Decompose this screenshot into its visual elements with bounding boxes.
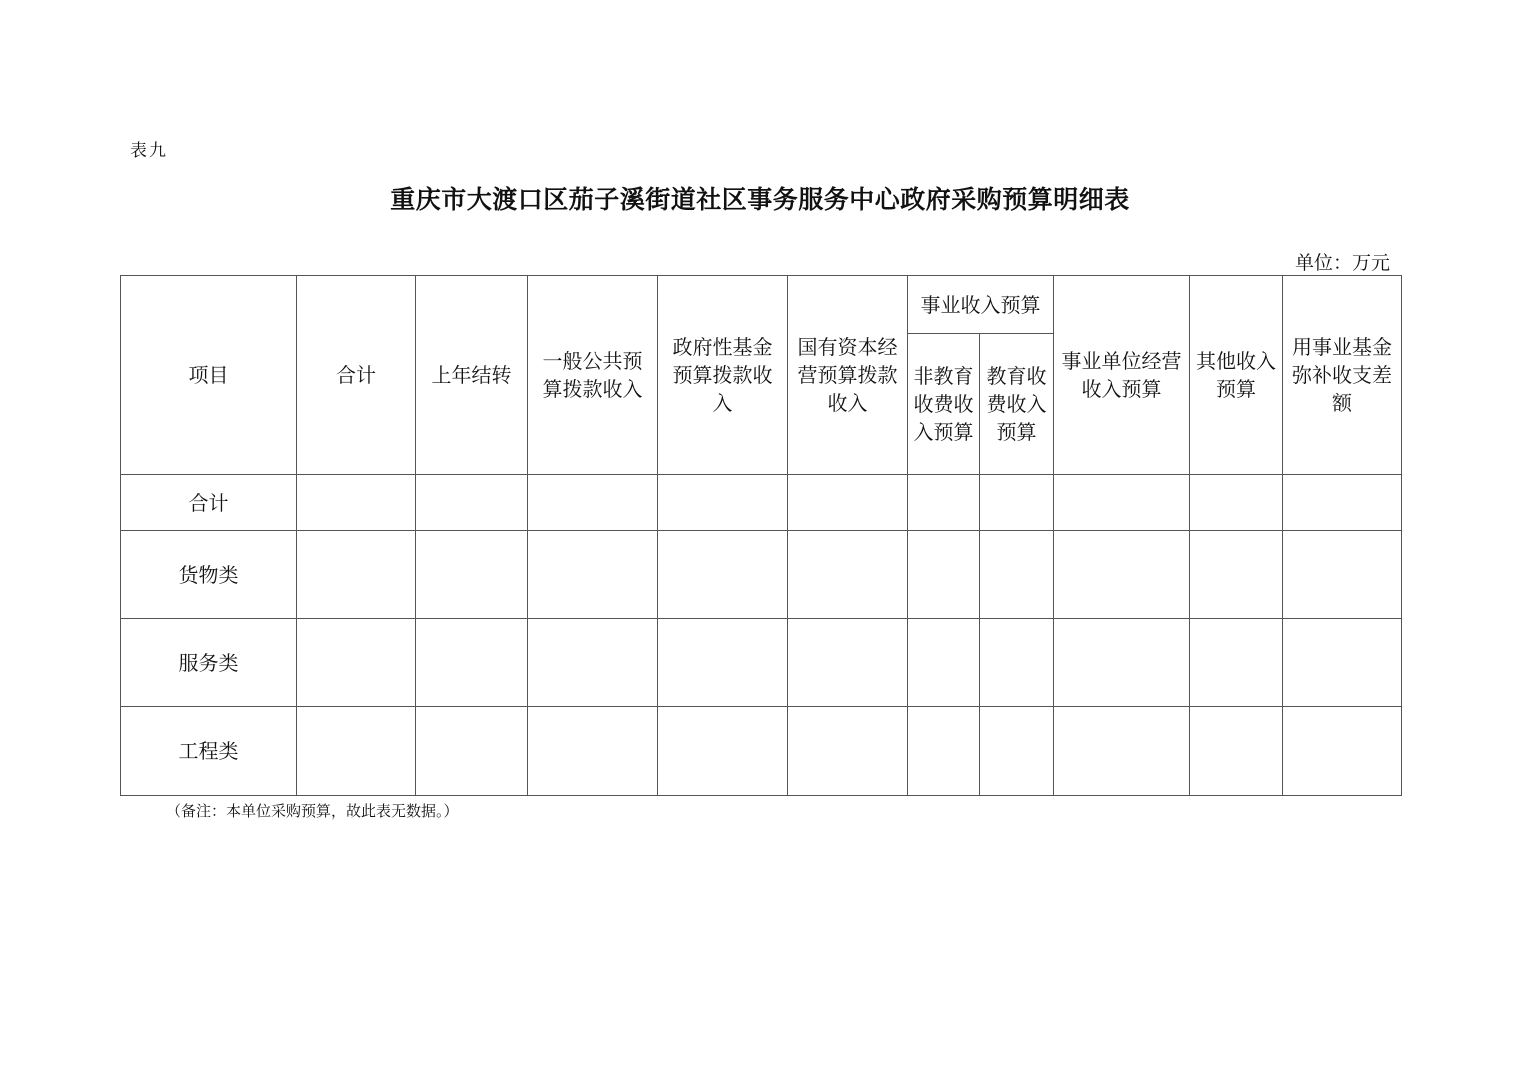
- table-cell: [1054, 531, 1190, 619]
- table-cell: [908, 475, 980, 531]
- table-cell: [980, 475, 1054, 531]
- header-total: 合计: [297, 276, 416, 475]
- header-other-income: 其他收入预算: [1190, 276, 1283, 475]
- table-cell: [528, 475, 658, 531]
- header-row-1: [121, 276, 1402, 334]
- table-row-goods: [121, 531, 1402, 619]
- header-gov-fund: 政府性基金预算拨款收入: [658, 276, 788, 475]
- table-cell: [297, 707, 416, 796]
- table-cell: [908, 707, 980, 796]
- table-row-total: [121, 475, 1402, 531]
- header-edu-fee: 教育收费收入预算: [980, 334, 1054, 475]
- row-label: 服务类: [121, 619, 297, 707]
- table-cell: [1283, 707, 1402, 796]
- table-cell: [528, 707, 658, 796]
- table-cell: [1190, 619, 1283, 707]
- table-cell: [1283, 475, 1402, 531]
- table-cell: [297, 475, 416, 531]
- table-cell: [1283, 619, 1402, 707]
- header-fund-supplement: 用事业基金弥补收支差额: [1283, 276, 1402, 475]
- table-cell: [1190, 707, 1283, 796]
- table-cell: [658, 619, 788, 707]
- table-cell: [1054, 707, 1190, 796]
- procurement-budget-table: [120, 275, 1402, 796]
- table-cell: [416, 475, 528, 531]
- table-cell: [528, 531, 658, 619]
- table-row-engineering: [121, 707, 1402, 796]
- table-cell: [658, 707, 788, 796]
- header-item: 项目: [121, 276, 297, 475]
- table-cell: [528, 619, 658, 707]
- table-cell: [1190, 531, 1283, 619]
- table-row-services: [121, 619, 1402, 707]
- header-business-income: 事业收入预算: [908, 276, 1054, 334]
- row-label: 货物类: [121, 531, 297, 619]
- table-cell: [1054, 475, 1190, 531]
- table-cell: [980, 531, 1054, 619]
- header-carryover: 上年结转: [416, 276, 528, 475]
- footnote: （备注：本单位采购预算，故此表无数据。）: [166, 802, 459, 820]
- table-cell: [788, 531, 908, 619]
- unit-label: 单位：万元: [1294, 252, 1390, 274]
- header-general-public: 一般公共预算拨款收入: [528, 276, 658, 475]
- table-cell: [908, 619, 980, 707]
- table-cell: [788, 707, 908, 796]
- table-cell: [1190, 475, 1283, 531]
- table-number: 表九: [130, 141, 168, 161]
- table-cell: [788, 475, 908, 531]
- table-cell: [416, 707, 528, 796]
- header-operating-income: 事业单位经营收入预算: [1054, 276, 1190, 475]
- header-non-edu-fee: 非教育收费收入预算: [908, 334, 980, 475]
- table-cell: [1054, 619, 1190, 707]
- table-cell: [658, 531, 788, 619]
- table-cell: [1283, 531, 1402, 619]
- document-title: 重庆市大渡口区茄子溪街道社区事务服务中心政府采购预算明细表: [390, 185, 1130, 214]
- table-cell: [908, 531, 980, 619]
- table-cell: [658, 475, 788, 531]
- table-cell: [980, 707, 1054, 796]
- table-cell: [980, 619, 1054, 707]
- table-cell: [416, 619, 528, 707]
- table-cell: [297, 531, 416, 619]
- row-label: 合计: [121, 475, 297, 531]
- table-cell: [297, 619, 416, 707]
- table-cell: [788, 619, 908, 707]
- header-state-capital: 国有资本经营预算拨款收入: [788, 276, 908, 475]
- table-cell: [416, 531, 528, 619]
- row-label: 工程类: [121, 707, 297, 796]
